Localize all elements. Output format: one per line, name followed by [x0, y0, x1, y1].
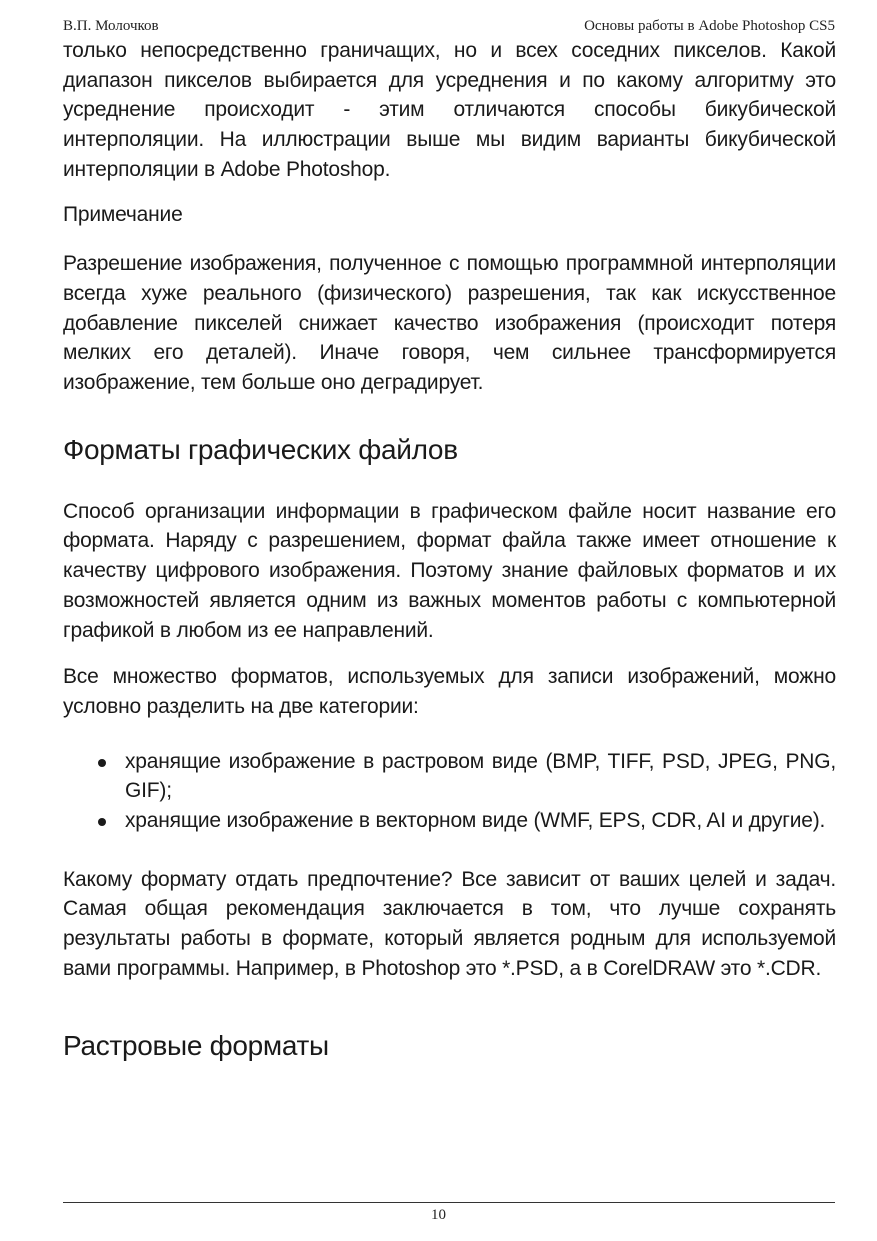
- heading-graphic-file-formats: Форматы графических файлов: [63, 433, 458, 465]
- paragraph-formats-categories: Все множество форматов, используемых для записи изображений, можно условно разделить на две категории:: [63, 665, 836, 718]
- footer-divider: [63, 1202, 835, 1203]
- paragraph-format-choice: Какому формату отдать предпочтение? Все зависит от ваших целей и задач. Самая общая рекомендация заключается в том, что лучше сохранять результаты работы в формате, который является родным для используемой вами программы. Например, в Photoshop это *.PSD, а в CorelDRAW это *.CDR.: [63, 867, 836, 980]
- bullet-icon: [98, 818, 106, 826]
- list-item: [125, 806, 836, 836]
- list-item-text: хранящие изображение в векторном виде (WMF, EPS, CDR, AI и другие).: [125, 809, 826, 833]
- list-item: [125, 747, 836, 806]
- page-number: 10: [431, 1207, 446, 1223]
- page-header: [63, 16, 835, 36]
- paragraph-intro: только непосредственно граничащих, но и всех соседних пикселов. Какой диапазон пикселов выбирается для усреднения и по какому алгоритму это усреднение происходит - этим отличаются способы бикубической интерполяции. На иллюстрации выше мы видим варианты бикубической интерполяции в Adobe Photoshop.: [63, 39, 836, 181]
- heading-raster-formats: Растровые форматы: [63, 1029, 329, 1061]
- format-categories-list: [63, 747, 836, 836]
- list-item-text: хранящие изображение в растровом виде (BMP, TIFF, PSD, JPEG, PNG, GIF);: [125, 749, 836, 803]
- bullet-icon: [98, 759, 106, 767]
- paragraph-note: Разрешение изображения, полученное с помощью программной интерполяции всегда хуже реального (физического) разрешения, так как искусственное добавление пикселей снижает качество изображения (происходит потеря мелких его деталей). Иначе говоря, чем сильнее трансформируется изображение, тем больше оно деградирует.: [63, 252, 836, 395]
- paragraph-formats-definition: Способ организации информации в графическом файле носит название его формата. Наряду с разрешением, формат файла также имеет отношение к качеству цифрового изображения. Поэтому знание файловых форматов и их возможностей является одним из важных моментов работы с компьютерной графикой в любом из ее направлений.: [63, 499, 836, 642]
- page-content: [63, 36, 836, 1063]
- header-author: В.П. Молочков: [63, 18, 159, 34]
- header-book-title: Основы работы в Adobe Photoshop CS5: [584, 18, 835, 34]
- note-label: Примечание: [63, 202, 183, 226]
